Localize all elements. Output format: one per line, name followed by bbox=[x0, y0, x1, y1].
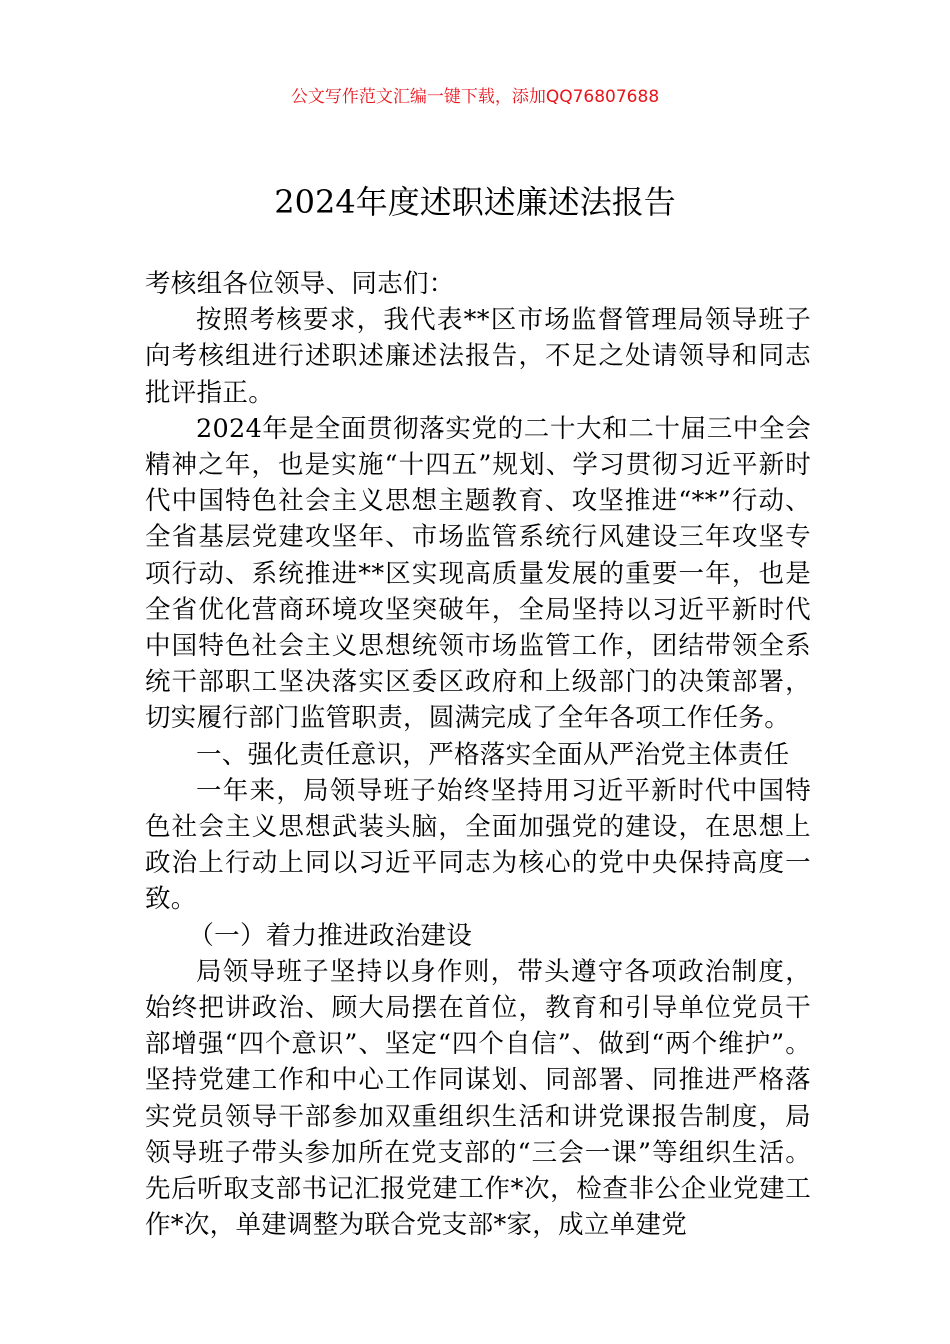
download-banner: 公文写作范文汇编一键下载，添加QQ76807688 bbox=[290, 87, 660, 107]
background-paragraph: 2024年是全面贯彻落实党的二十大和二十届三中全会精神之年，也是实施“十四五”规划、学习贯彻习近平新时代中国特色社会主义思想主题教育、攻坚推进“**”行动、全省基层党建攻坚年、市场监管系统行风建设三年攻坚专项行动、系统推进**区实现高质量发展的重要一年，也是全省优化营商环境攻坚突破年，全局坚持以习近平新时代中国特色社会主义思想统领市场监管工作，团结带领全系统干部职工坚决落实区委区政府和上级部门的决策部署，切实履行部门监管职责，圆满完成了全年各项工作任务。 bbox=[145, 413, 811, 734]
intro-paragraph: 按照考核要求，我代表**区市场监督管理局领导班子向考核组进行述职述廉述法报告，不足之处请领导和同志批评指正。 bbox=[145, 305, 811, 408]
subsection-paragraph: 局领导班子坚持以身作则，带头遵守各项政治制度，始终把讲政治、顾大局摆在首位，教育和引导单位党员干部增强“四个意识”、坚定“四个自信”、做到“两个维护”。坚持党建工作和中心工作同谋划、同部署、同推进严格落实党员领导干部参加双重组织生活和讲党课报告制度，局领导班子带头参加所在党支部的“三会一课”等组织生活。先后听取支部书记汇报党建工作*次，检查非公企业党建工作*次，单建调整为联合党支部*家，成立单建党 bbox=[145, 956, 811, 1241]
page-title: 2024年度述职述廉述法报告 bbox=[274, 183, 676, 221]
document-body bbox=[145, 266, 811, 1243]
subsection-heading: （一）着力推进政治建设 bbox=[188, 920, 473, 951]
salutation: 考核组各位领导、同志们： bbox=[145, 269, 455, 299]
section-paragraph: 一年来，局领导班子始终坚持用习近平新时代中国特色社会主义思想武装头脑，全面加强党的建设，在思想上政治上行动上同以习近平同志为核心的党中央保持高度一致。 bbox=[145, 775, 811, 915]
section-heading: 一、强化责任意识，严格落实全面从严治党主体责任 bbox=[196, 739, 790, 770]
